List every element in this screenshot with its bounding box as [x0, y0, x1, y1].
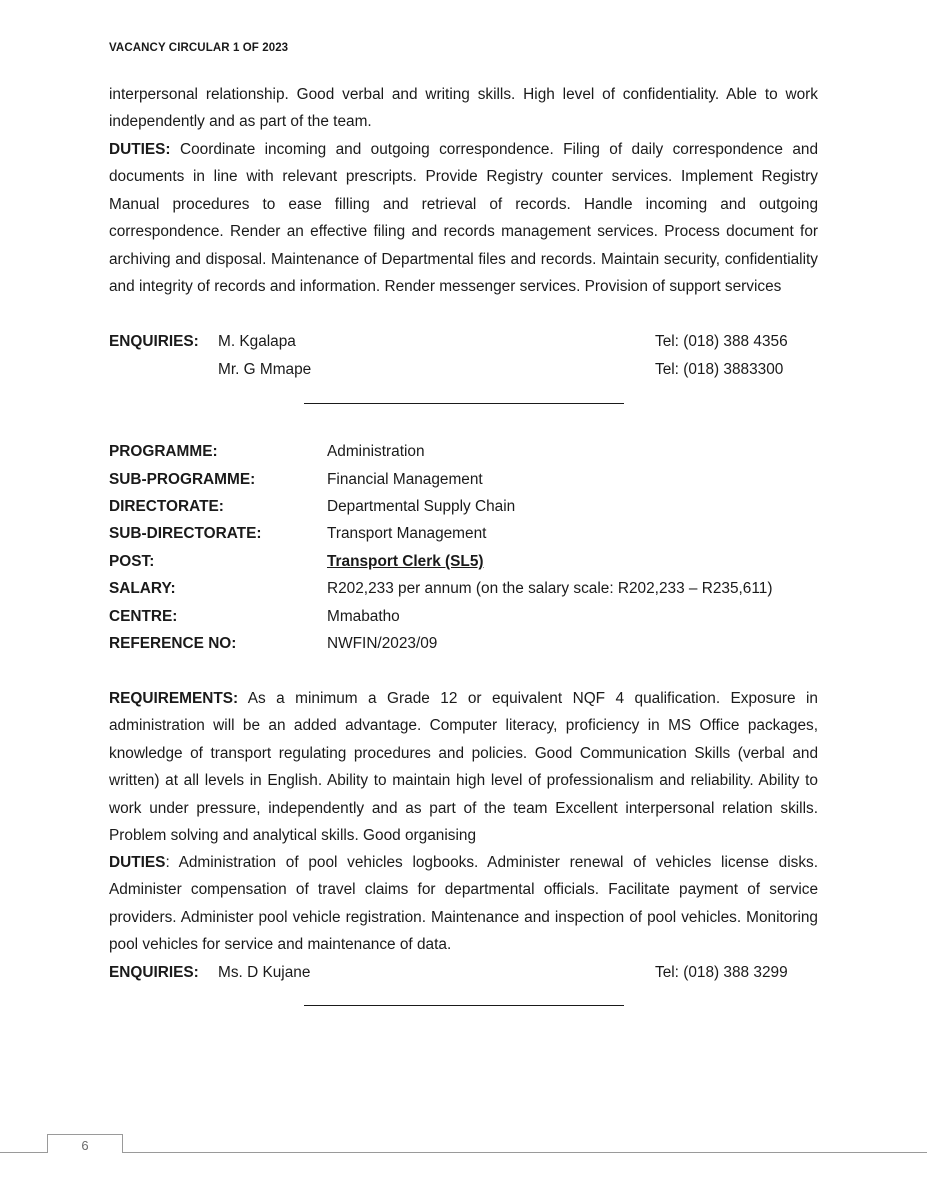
info-row	[109, 548, 818, 575]
info-value: NWFIN/2023/09	[327, 635, 438, 652]
info-value: Financial Management	[327, 471, 483, 488]
info-row	[109, 575, 818, 602]
requirements-continuation: interpersonal relationship. Good verbal and writing skills. High level of confidentiality. Able to work independently and as part of the team.	[109, 86, 818, 131]
section-divider	[304, 403, 624, 404]
requirements-label: REQUIREMENTS:	[109, 690, 239, 707]
duties-label: DUTIES	[109, 854, 166, 871]
enquiries-label: ENQUIRIES:	[109, 333, 199, 350]
enquiries-row	[109, 959, 818, 986]
info-value: Transport Management	[327, 525, 487, 542]
info-row	[109, 603, 818, 630]
contact-tel: Tel: (018) 3883300	[655, 361, 784, 378]
info-label: SUB-DIRECTORATE:	[109, 525, 262, 542]
duties-paragraph	[109, 136, 818, 300]
info-value: Departmental Supply Chain	[327, 498, 516, 515]
info-value: Mmabatho	[327, 608, 400, 625]
info-row	[109, 438, 818, 465]
info-value: R202,233 per annum (on the salary scale: R202,233 – R235,611)	[327, 580, 773, 597]
info-label: SUB-PROGRAMME:	[109, 471, 256, 488]
info-row	[109, 466, 818, 493]
info-label: SALARY:	[109, 580, 176, 597]
post-title: Transport Clerk (SL5)	[327, 553, 484, 570]
info-value: Administration	[327, 443, 425, 460]
duties-text: Coordinate incoming and outgoing correspondence. Filing of daily correspondence and documents in line with relevant prescripts. Provide Registry counter services. Implement Registry Manual procedures to ease filling and retrieval of records. Handle incoming and outgoing correspondence. Render an effective filing and records management services. Process document for archiving and disposal. Maintenance of Departmental files and records. Maintain security, confidentiality and integrity of records and information. Render messenger services. Provision of support services	[109, 141, 818, 296]
info-label: PROGRAMME:	[109, 443, 218, 460]
info-row	[109, 630, 818, 657]
contact-name: Ms. D Kujane	[218, 964, 311, 981]
contact-name: Mr. G Mmape	[218, 361, 312, 378]
info-label: DIRECTORATE:	[109, 498, 224, 515]
enquiries-row	[109, 328, 818, 355]
page-number: 6	[47, 1134, 123, 1153]
enquiries-label: ENQUIRIES:	[109, 964, 199, 981]
section-divider	[304, 1005, 624, 1006]
document-header: VACANCY CIRCULAR 1 OF 2023	[109, 42, 289, 54]
duties-text: : Administration of pool vehicles logbooks. Administer renewal of vehicles license disks. Administer compensation of travel claims for departmental officials. Facilitate payment of service providers. Administer pool vehicle registration. Maintenance and inspection of pool vehicles. Monitoring pool vehicles for service and maintenance of data.	[109, 854, 818, 954]
info-label: POST:	[109, 553, 155, 570]
enquiries-row	[109, 356, 818, 383]
info-row	[109, 520, 818, 547]
requirements-text: As a minimum a Grade 12 or equivalent NQF 4 qualification. Exposure in administration will be an added advantage. Computer literacy, proficiency in MS Office packages, knowledge of transport regulating procedures and policies. Good Communication Skills (verbal and written) at all levels in English. Ability to maintain high level of professionalism and reliability. Ability to work under pressure, independently and as part of the team Excellent interpersonal relation skills. Problem solving and analytical skills. Good organising	[109, 690, 818, 845]
contact-name: M. Kgalapa	[218, 333, 296, 350]
info-label: REFERENCE NO:	[109, 635, 237, 652]
requirements-paragraph	[109, 685, 818, 849]
contact-tel: Tel: (018) 388 3299	[655, 964, 788, 981]
footer-rule	[0, 1152, 927, 1153]
duties-paragraph	[109, 849, 818, 959]
info-row	[109, 493, 818, 520]
info-label: CENTRE:	[109, 608, 178, 625]
contact-tel: Tel: (018) 388 4356	[655, 333, 788, 350]
duties-label: DUTIES:	[109, 141, 171, 158]
